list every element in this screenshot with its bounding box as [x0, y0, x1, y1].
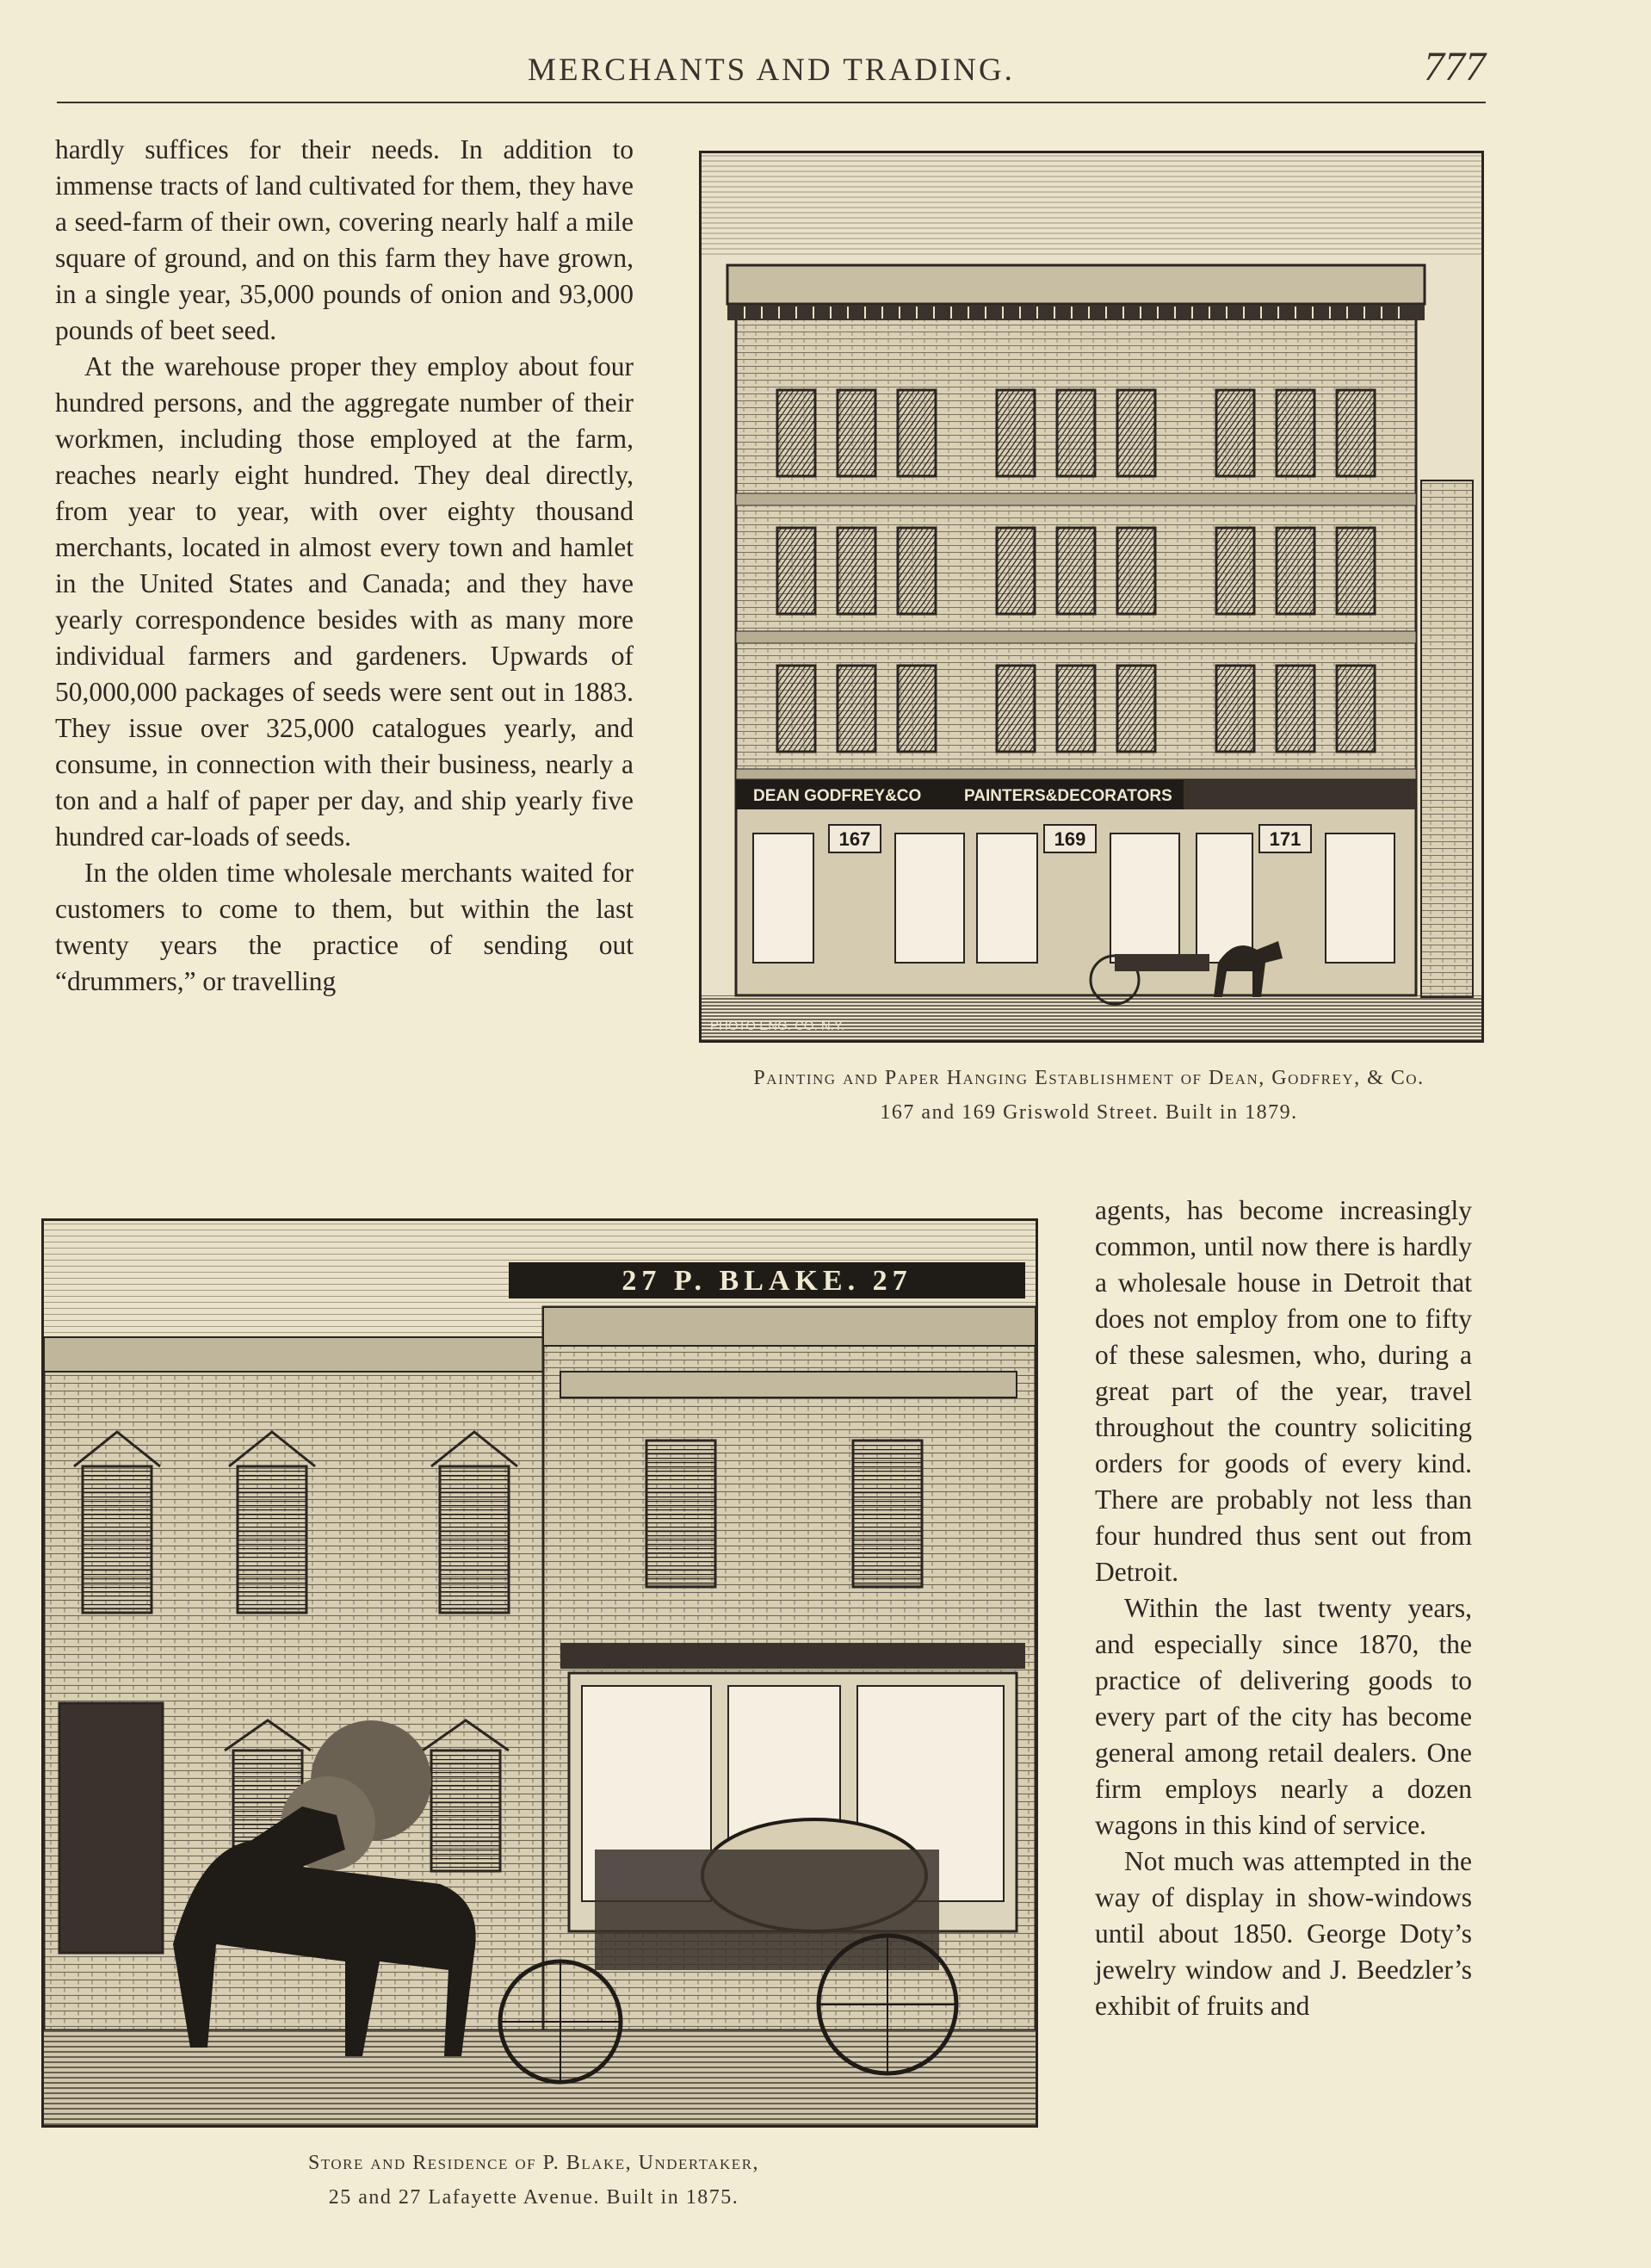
street-number-169: 169: [1054, 828, 1086, 850]
street-number-167: 167: [838, 828, 871, 850]
blake-sign: 27 P. BLAKE. 27: [621, 1265, 912, 1297]
right-text-column: [1095, 1193, 1472, 2024]
paragraph: Not much was attempted in the way of display in show-windows until about 1850. George Doty’s jewelry window and J. Beedzler’s exhibit of fruits and: [1095, 1846, 1472, 2021]
blake-building-illustration: [44, 1221, 1036, 2125]
dean-building-illustration: [702, 153, 1481, 1040]
paragraph: Within the last twenty years, and especially since 1870, the practice of delivering goods to every part of the city has become general among retail dealers. One firm employs nearly a dozen wagons in this kind of service.: [1095, 1593, 1472, 1840]
caption-line: 167 and 169 Griswold Street. Built in 1879.: [880, 1101, 1298, 1124]
paragraph: hardly suffices for their needs. In addition to immense tracts of land cultivated for them, they have a seed-farm of their own, covering nearly half a mile square of ground, and on this farm they have grown, in a single year, 35,000 pounds of onion and 93,000 pounds of beet seed.: [55, 134, 634, 345]
blake-store-engraving: [41, 1218, 1038, 2128]
paragraph: agents, has become increasingly common, until now there is hardly a wholesale house in Detroit that does not employ from one to fifty of these salesmen, who, during a great part of the year, travel throughout the country soliciting orders for goods of every kind. There are probably not less than four hundred thus sent out from Detroit.: [1095, 1195, 1472, 1587]
left-text-column: [55, 132, 634, 1000]
caption-line: 25 and 27 Lafayette Avenue. Built in 1875.: [328, 2186, 739, 2209]
page-number: 777: [1424, 44, 1486, 90]
running-head: [57, 44, 1486, 103]
blake-figure-caption: [198, 2146, 869, 2215]
running-title: MERCHANTS AND TRADING.: [528, 53, 1015, 88]
dean-sign-right: PAINTERS&DECORATORS: [964, 787, 1172, 805]
paragraph: At the warehouse proper they employ about four hundred persons, and the aggregate number of their workmen, including those employed at the farm, reaches nearly eight hundred. They deal directly, from year to year, with over eighty thousand merchants, located in almost every town and hamlet in the United States and Canada; and they have yearly correspondence besides with as many more individual farmers and gardeners. Upwards of 50,000,000 packages of seeds were sent out in 1883. They issue over 325,000 catalogues yearly, and consume, in connection with their business, nearly a ton and a half of paper per day, and ship yearly five hundred car-loads of seeds.: [55, 351, 634, 852]
engraver-credit: PHOTO ENG. CO. N.Y.: [710, 1019, 845, 1033]
caption-line: Painting and Paper Hanging Establishment of Dean, Godfrey, & Co.: [753, 1067, 1425, 1089]
paragraph: In the olden time wholesale merchants waited for customers to come to them, but within the last twenty years the practice of sending out “drummers,” or travelling: [55, 858, 634, 996]
dean-figure-caption: [680, 1061, 1498, 1130]
caption-line: Store and Residence of P. Blake, Undertaker,: [307, 2152, 760, 2174]
street-number-171: 171: [1269, 828, 1302, 850]
dean-sign-left: DEAN GODFREY&CO: [753, 787, 922, 805]
dean-godfrey-building-engraving: [699, 151, 1484, 1043]
